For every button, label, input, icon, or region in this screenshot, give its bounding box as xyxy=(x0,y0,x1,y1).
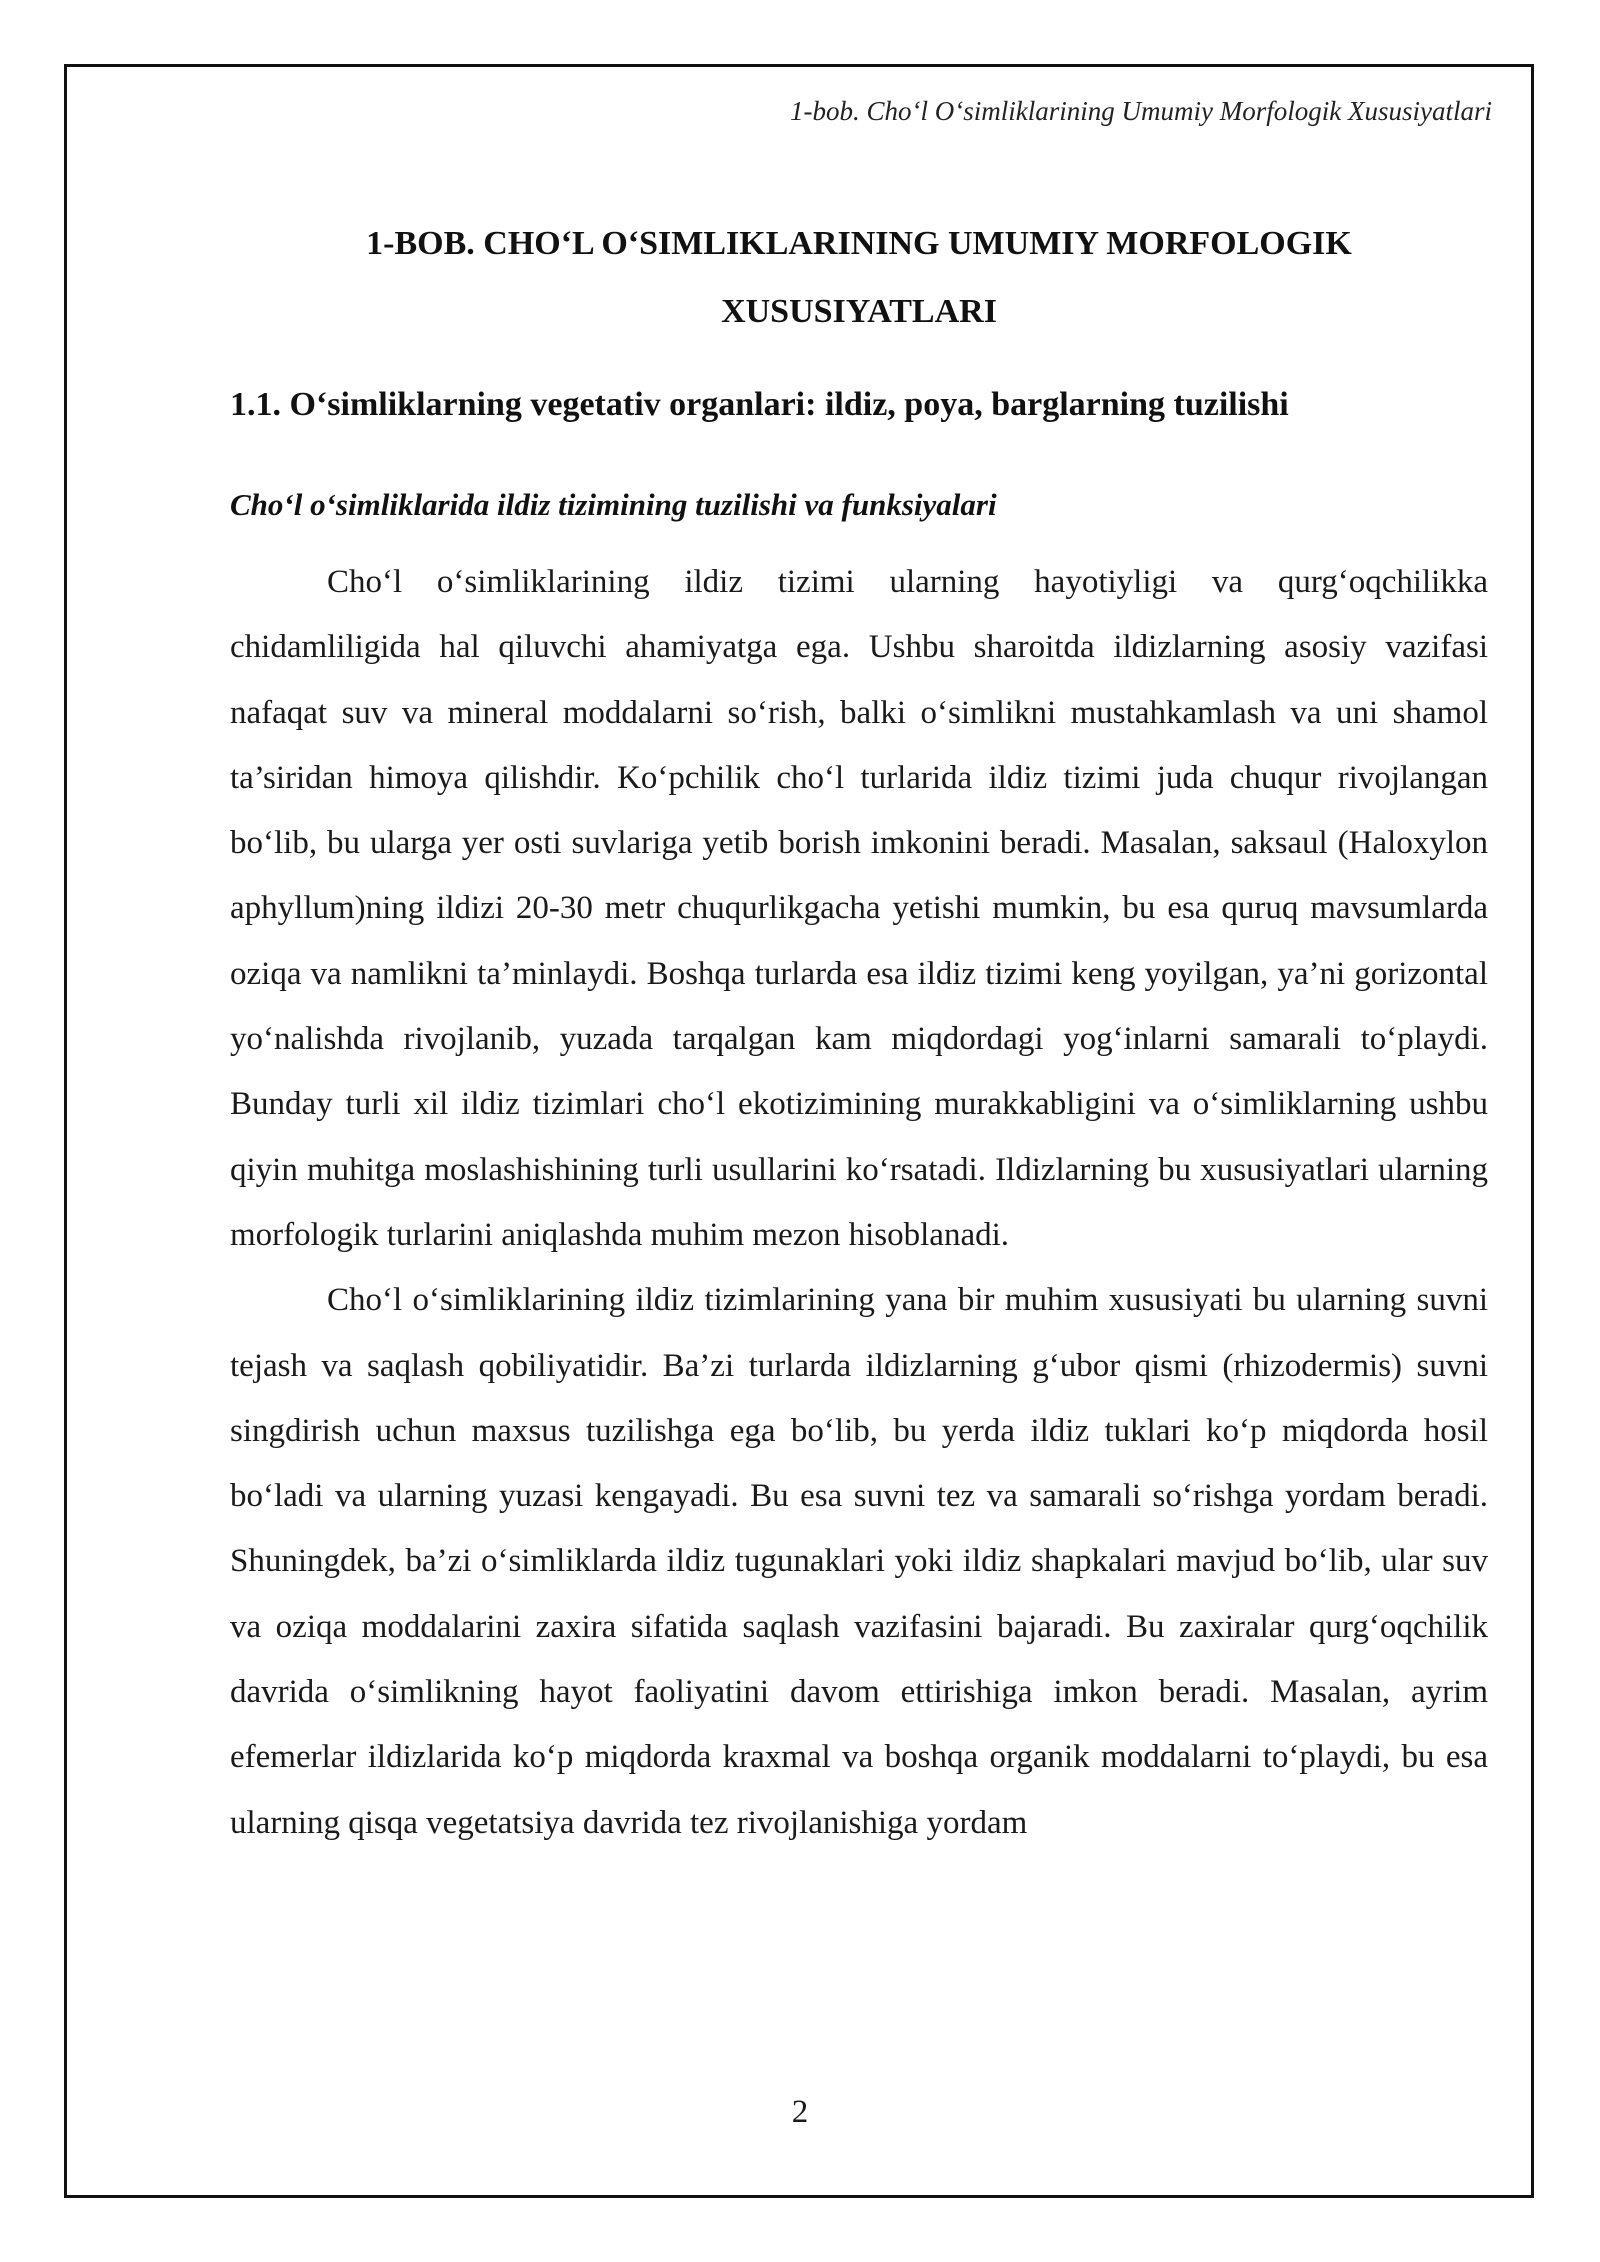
running-header: 1-bob. Cho‘l O‘simliklarining Umumiy Morfologik Xususiyatlari xyxy=(790,96,1492,126)
body-text xyxy=(230,550,1488,1856)
chapter-title-line2: XUSUSIYATLARI xyxy=(721,293,997,330)
chapter-title xyxy=(230,210,1488,346)
paragraph: Cho‘l o‘simliklarining ildiz tizimlarining yana bir muhim xususiyati bu ularning suvni tejash va saqlash qobiliyatidir. Ba’zi turlarda ildizlarning g‘ubor qismi (rhizodermis) suvni singdirish uchun maxsus tuzilishga ega bo‘lib, bu yerda ildiz tuklari ko‘p miqdorda hosil bo‘ladi va ularning yuzasi kengayadi. Bu esa suvni tez va samarali so‘rishga yordam beradi. Shuningdek, ba’zi o‘simliklarda ildiz tugunaklari yoki ildiz shapkalari mavjud bo‘lib, ular suv va oziqa moddalarini zaxira sifatida saqlash vazifasini bajaradi. Bu zaxiralar qurg‘oqchilik davrida o‘simlikning hayot faoliyatini davom ettirishiga imkon beradi. Masalan, ayrim efemerlar ildizlarida ko‘p miqdorda kraxmal va boshqa organik moddalarni to‘playdi, bu esa ularning qisqa vegetatsiya davrida tez rivojlanishiga yordam xyxy=(230,1282,1488,1841)
section-title: 1.1. O‘simliklarning vegetativ organlari: ildiz, poya, barglarning tuzilishi xyxy=(230,386,1289,423)
page-number: 2 xyxy=(791,2094,809,2130)
chapter-title-line1: 1-BOB. CHO‘L O‘SIMLIKLARINING UMUMIY MORFOLOGIK xyxy=(366,225,1352,262)
subsection-title: Cho‘l o‘simliklarida ildiz tizimining tuzilishi va funksiyalari xyxy=(230,487,997,522)
paragraph: Cho‘l o‘simliklarining ildiz tizimi ularning hayotiyligi va qurg‘oqchilikka chidamliligida hal qiluvchi ahamiyatga ega. Ushbu sharoitda ildizlarning asosiy vazifasi nafaqat suv va mineral moddalarni so‘rish, balki o‘simlikni mustahkamlash va uni shamol ta’siridan himoya qilishdir. Ko‘pchilik cho‘l turlarida ildiz tizimi juda chuqur rivojlangan bo‘lib, bu ularga yer osti suvlariga yetib borish imkonini beradi. Masalan, saksaul (Haloxylon aphyllum)ning ildizi 20-30 metr chuqurlikgacha yetishi mumkin, bu esa quruq mavsumlarda oziqa va namlikni ta’minlaydi. Boshqa turlarda esa ildiz tizimi keng yoyilgan, ya’ni gorizontal yo‘nalishda rivojlanib, yuzada tarqalgan kam miqdordagi yog‘inlarni samarali to‘playdi. Bunday turli xil ildiz tizimlari cho‘l ekotizimining murakkabligini va o‘simliklarning ushbu qiyin muhitga moslashishining turli usullarini ko‘rsatadi. Ildizlarning bu xususiyatlari ularning morfologik turlarini aniqlashda muhim mezon hisoblanadi. xyxy=(230,564,1488,1253)
